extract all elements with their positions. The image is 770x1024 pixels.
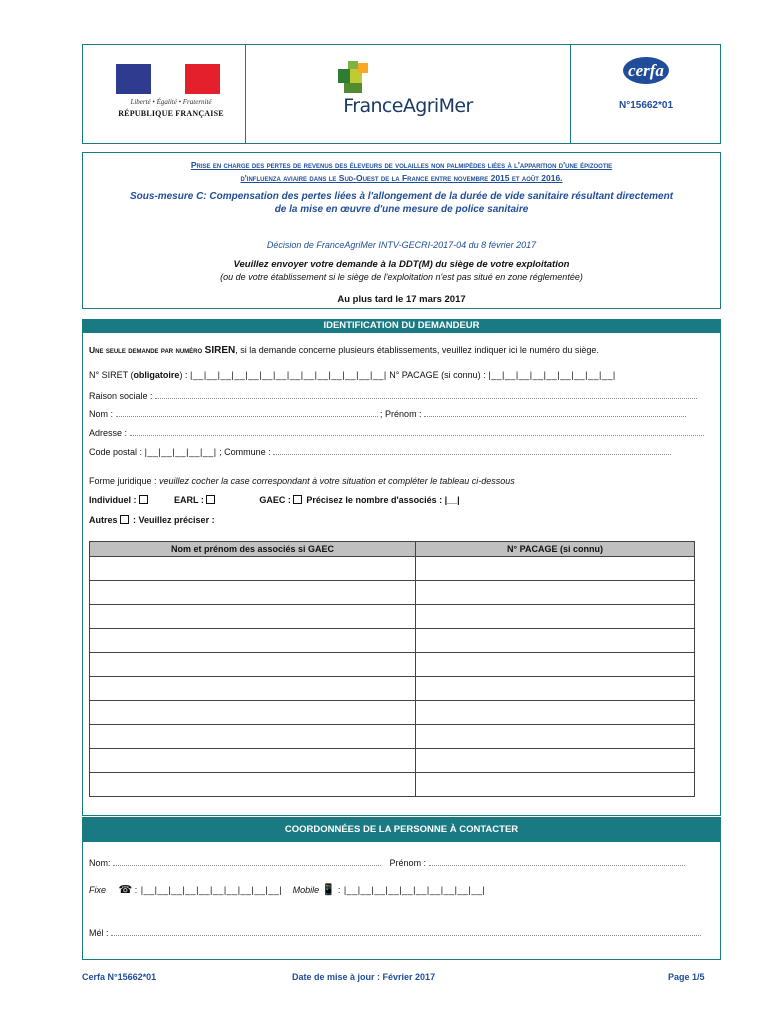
marianne-flag-icon [116,64,220,94]
republic-motto: Liberté • Égalité • Fraternité [130,98,212,106]
associate-pacage-cell[interactable] [416,773,695,797]
franceagrimer-logo-icon [338,61,372,95]
associate-pacage-cell[interactable] [416,605,695,629]
name-row: Nom : ; Prénom : [89,408,686,419]
associate-name-cell[interactable] [90,773,416,797]
table-row [90,677,695,701]
legal-form-row: Forme juridique : veuillez cocher la case correspondant à votre situation et compléter le tableau ci-dessous [89,476,515,486]
contact-prenom-field[interactable] [429,857,685,866]
associate-name-cell[interactable] [90,557,416,581]
associates-table [89,541,695,797]
table-row [90,773,695,797]
table-row [90,581,695,605]
footer-cerfa: Cerfa N°15662*01 [82,972,157,982]
table-row [90,725,695,749]
associate-pacage-cell[interactable] [416,701,695,725]
legal-form-options: Individuel : EARL : GAEC : Précisez le nombre d'associés : |__| [89,495,460,505]
associate-name-cell[interactable] [90,605,416,629]
adresse-field[interactable] [130,427,704,436]
code-postal-input[interactable]: |__|__|__|__|__| [144,447,217,457]
cerfa-cell [571,45,720,143]
associes-count[interactable]: Précisez le nombre d'associés : |__| [306,495,460,505]
form-header [82,44,721,144]
siret-input[interactable]: |__|__|__|__|__|__|__|__|__|__|__|__|__|__| [189,370,387,380]
table-row [90,749,695,773]
cerfa-logo: cerfa [623,57,669,84]
submeasure-line1: Sous-mesure C: Compensation des pertes liées à l'allongement de la durée de vide sanitaire résultant directement [129,191,674,202]
table-row [90,701,695,725]
agency-logo-cell [246,45,571,143]
pacage-input[interactable]: |__|__|__|__|__|__|__|__|__| [488,370,616,380]
associate-name-cell[interactable] [90,629,416,653]
siret-row: N° SIRET (obligatoire) : |__|__|__|__|__|__|__|__|__|__|__|__|__|__| N° PACAGE (si connu) : |__|__|__|__|__|__|__|__|__| [89,370,616,380]
agency-name: FranceAgriMer [343,95,473,117]
contact-name-row: Nom: Prénom : [89,857,685,868]
earl-checkbox[interactable] [206,495,215,504]
associate-name-cell[interactable] [90,749,416,773]
table-row [90,557,695,581]
associate-name-cell[interactable] [90,725,416,749]
contact-section-title: COORDONNÉES DE LA PERSONNE À CONTACTER [83,817,720,842]
associate-name-cell[interactable] [90,677,416,701]
mel-field[interactable] [111,927,701,936]
mobile-phone-icon: 📱 [321,884,336,896]
mobile-input[interactable]: : |__|__|__|__|__|__|__|__|__|__| [337,885,486,895]
gaec-checkbox[interactable] [293,495,302,504]
identification-section [82,319,721,816]
prenom-field[interactable] [424,408,686,417]
send-instruction: Veuillez envoyer votre demande à la DDT(M) du siège de votre exploitation [233,259,570,270]
autres-checkbox[interactable] [120,515,129,524]
associate-pacage-cell[interactable] [416,581,695,605]
associate-pacage-header: N° PACAGE (si connu) [416,542,695,557]
form-title-line1: Prise en charge des pertes de revenus des éleveurs de volailles non palmipèdes liées à l'apparition d'une épizootie [190,160,613,170]
contact-mail-row: Mél : [89,927,701,938]
associate-pacage-cell[interactable] [416,749,695,773]
fixe-input[interactable]: : |__|__|__|__|__|__|__|__|__|__| [134,885,283,895]
cerfa-number: N°15662*01 [618,100,674,111]
raison-sociale-row: Raison sociale : [89,390,697,401]
associate-pacage-cell[interactable] [416,557,695,581]
commune-field[interactable] [273,446,671,455]
send-note: (ou de votre établissement si le siège de l'exploitation n'est pas situé en zone réglementée) [220,272,583,282]
individuel-checkbox[interactable] [139,495,148,504]
associate-pacage-cell[interactable] [416,677,695,701]
contact-nom-field[interactable] [113,857,381,866]
siren-notice: Une seule demande par numéro SIREN, si la demande concerne plusieurs établissements, veuillez indiquer ici le numéro du siège. [89,345,599,356]
postal-row: Code postal : |__|__|__|__|__| ; Commune : [89,446,671,457]
decision-reference: Décision de FranceAgriMer INTV-GECRI-2017-04 du 8 février 2017 [266,240,537,250]
table-row [90,653,695,677]
other-form-row: Autres : Veuillez préciser : [89,515,215,525]
submeasure-line2: de la mise en œuvre d'une mesure de police sanitaire [274,204,529,215]
associate-name-cell[interactable] [90,653,416,677]
footer-page: Page 1/5 [668,972,705,982]
raison-sociale-field[interactable] [155,390,697,399]
associate-name-cell[interactable] [90,581,416,605]
deadline: Au plus tard le 17 mars 2017 [337,294,466,305]
footer-date: Date de mise à jour : Février 2017 [292,972,436,982]
associate-pacage-cell[interactable] [416,629,695,653]
associate-pacage-cell[interactable] [416,725,695,749]
section-title: IDENTIFICATION DU DEMANDEUR [83,319,720,333]
address-row: Adresse : [89,427,704,438]
associate-name-header: Nom et prénom des associés si GAEC [90,542,416,557]
associate-pacage-cell[interactable] [416,653,695,677]
table-row [90,605,695,629]
table-row [90,629,695,653]
intro-box [82,152,721,309]
republic-name: RÉPUBLIQUE FRANÇAISE [118,109,224,118]
republic-logo-cell [83,45,246,143]
form-title-line2: d'influenza aviaire dans le Sud-Ouest de la France entre novembre 2015 et août 2016. [240,173,563,183]
contact-section [82,817,721,960]
associate-name-cell[interactable] [90,701,416,725]
phone-icon: ☎ [118,884,133,896]
contact-phone-row: Fixe ☎ : |__|__|__|__|__|__|__|__|__|__| Mobile 📱 : |__|__|__|__|__|__|__|__|__|__| [89,884,486,896]
nom-field[interactable] [116,408,378,417]
